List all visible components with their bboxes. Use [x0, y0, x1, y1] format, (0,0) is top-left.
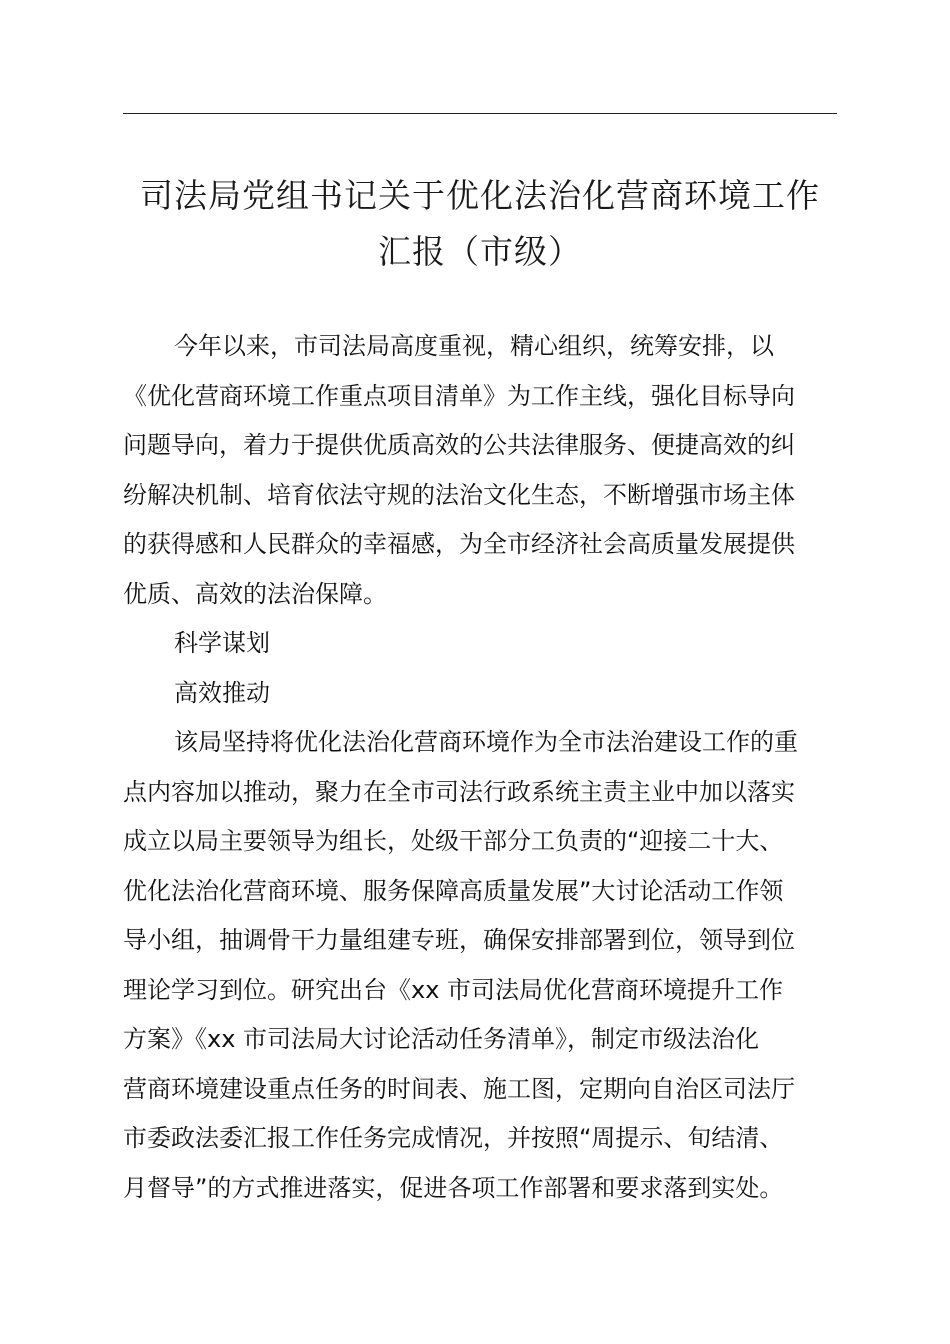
header-rule — [123, 113, 837, 114]
paragraph-line: 的获得感和人民群众的幸福感，为全市经济社会高质量发展提供 — [123, 530, 795, 558]
paragraph-line: 优化法治化营商环境、服务保障高质量发展”大讨论活动工作领 — [123, 876, 784, 905]
section-heading-planning — [123, 619, 839, 669]
paragraph-line: 点内容加以推动，聚力在全市司法行政系统主责主业中加以落实 — [123, 777, 795, 806]
paragraph-line: 该局坚持将优化法治化营商环境作为全市法治建设工作的重 — [174, 728, 798, 756]
title-line: 汇报（市级） — [378, 232, 582, 271]
paragraph-line: 导小组，抽调骨干力量组建专班，确保安排部署到位，领导到位 — [123, 926, 795, 954]
section-heading: 科学谋划 — [174, 629, 270, 657]
section-heading: 高效推动 — [174, 678, 270, 707]
document-title — [110, 168, 850, 280]
document-body — [123, 322, 839, 1213]
paragraph-line: 营商环境建设重点任务的时间表、施工图，定期向自治区司法厅 — [123, 1074, 795, 1103]
paragraph-line: 成立以局主要领导为组长，处级干部分工负责的“迎接二十大、 — [123, 827, 784, 855]
paragraph-intro — [123, 322, 839, 619]
paragraph-details — [123, 718, 839, 1213]
paragraph-line: 市委政法委汇报工作任务完成情况，并按照“周提示、旬结清、 — [123, 1124, 784, 1152]
paragraph-line: 今年以来，市司法局高度重视，精心组织，统筹安排，以 — [174, 332, 774, 360]
title-line: 司法局党组书记关于优化法治化营商环境工作 — [140, 176, 820, 215]
paragraph-line: 理论学习到位。研究出台《xx 市司法局优化营商环境提升工作 — [123, 975, 784, 1004]
paragraph-line: 月督导”的方式推进落实，促进各项工作部署和要求落到实处。 — [123, 1173, 784, 1202]
paragraph-line: 优质、高效的法治保障。 — [123, 579, 387, 608]
paragraph-line: 方案》《xx 市司法局大讨论活动任务清单》，制定市级法治化 — [123, 1025, 760, 1053]
paragraph-line: 纷解决机制、培育依法守规的法治文化生态，不断增强市场主体 — [123, 480, 795, 509]
section-heading-promotion — [123, 669, 839, 719]
paragraph-line: 问题导向，着力于提供优质高效的公共法律服务、便捷高效的纠 — [123, 431, 795, 459]
paragraph-line: 《优化营商环境工作重点项目清单》为工作主线，强化目标导向 — [123, 381, 795, 410]
